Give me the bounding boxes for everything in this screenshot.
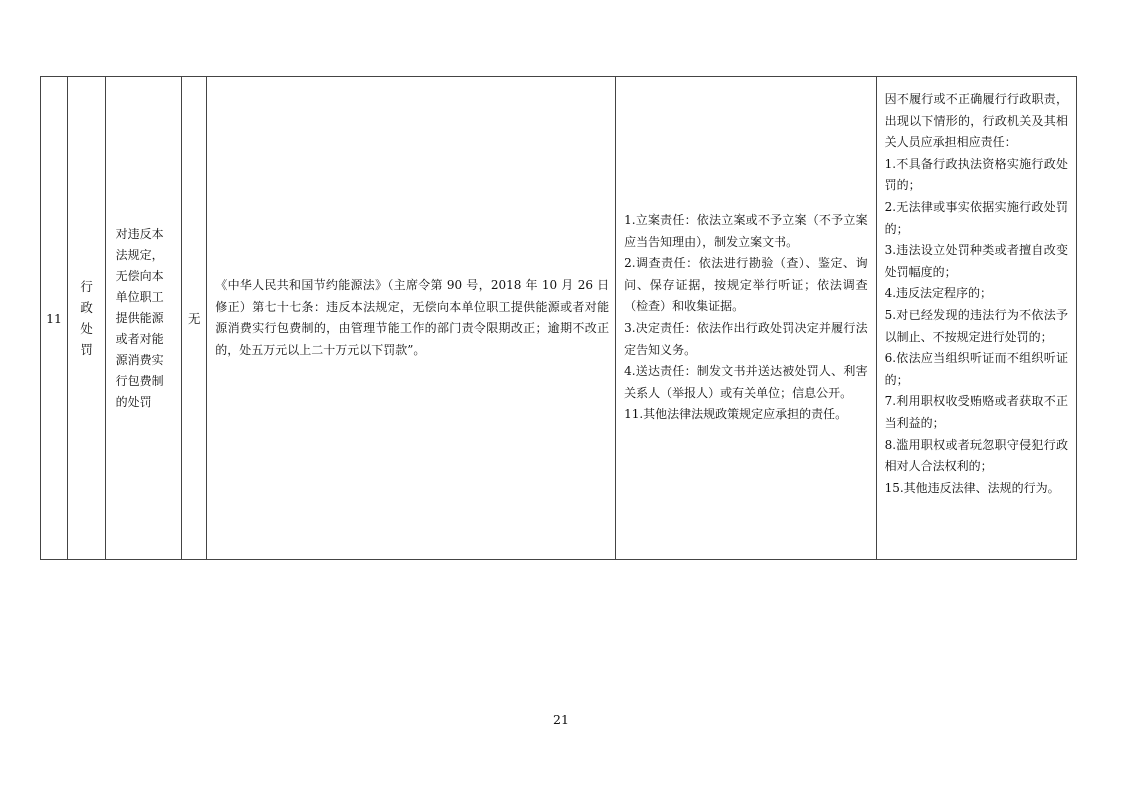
accountability-item: 7.利用职权收受贿赂或者获取不正当利益的； [884,394,1068,430]
item-name-cell [106,77,182,560]
accountability-item: 1.不具备行政执法资格实施行政处罚的； [884,156,1068,193]
responsibility-item: 2.调查责任：依法进行勘验（查）、鉴定、询问、保存证据，按规定举行听证；依法调查（检查）和收集证据。 [624,256,868,314]
sub-item: 无 [188,311,201,326]
row-number-cell [41,77,68,560]
accountability-cell [876,77,1076,560]
power-type-char: 行 [80,279,93,294]
responsibility-item: 1.立案责任：依法立案或不予立案（不予立案应当告知理由），制发立案文书。 [624,213,868,249]
accountability-item: 4.违反法定程序的； [884,286,993,301]
power-type-char: 罚 [80,342,93,357]
accountability-item: 6.依法应当组织听证而不组织听证的； [884,351,1068,387]
accountability-item: 5.对已经发现的违法行为不依法予以制止、不按规定进行处罚的； [884,307,1068,344]
accountability-item: 3.违法设立处罚种类或者擅自改变处罚幅度的； [884,243,1068,279]
responsibility-cell [616,77,877,560]
table-row [41,77,1077,560]
page-number: 21 [553,712,569,727]
accountability-item: 8.滥用职权或者玩忽职守侵犯行政相对人合法权利的； [884,437,1068,474]
accountability-item: 2.无法律或事实依据实施行政处罚的； [884,199,1068,236]
accountability-item: 15.其他违反法律、法规的行为。 [884,480,1060,495]
responsibility-item: 11.其他法律法规政策规定应承担的责任。 [624,407,848,422]
power-type-char: 政 [80,300,93,315]
power-type-char: 处 [80,321,93,336]
power-type-cell [68,77,106,560]
responsibility-item: 3.决定责任：依法作出行政处罚决定并履行法定告知义务。 [624,321,868,357]
item-name: 对违反本法规定，无偿向本单位职工提供能源或者对能源消费实行包费制的处罚 [115,226,164,409]
accountability-intro: 因不履行或不正确履行行政职责，出现以下情形的，行政机关及其相关人员应承担相应责任： [884,92,1068,150]
legal-basis-cell [207,77,616,560]
legal-basis: 《中华人民共和国节约能源法》（主席令第 90 号，2018 年 10 月 26 日修正）第七十七条：违反本法规定，无偿向本单位职工提供能源或者对能源消费实行包费制的，由管理节能工作的部门责令限期改正；逾期不改正的，处五万元以上二十万元以下罚款”。 [215,278,610,357]
row-number: 11 [46,310,62,326]
responsibility-item: 4.送达责任：制发文书并送达被处罚人、利害关系人（举报人）或有关单位；信息公开。 [624,364,868,400]
power-list-table [40,76,1077,560]
sub-item-cell [182,77,207,560]
responsibility-list [616,210,876,426]
accountability-list [877,77,1076,499]
